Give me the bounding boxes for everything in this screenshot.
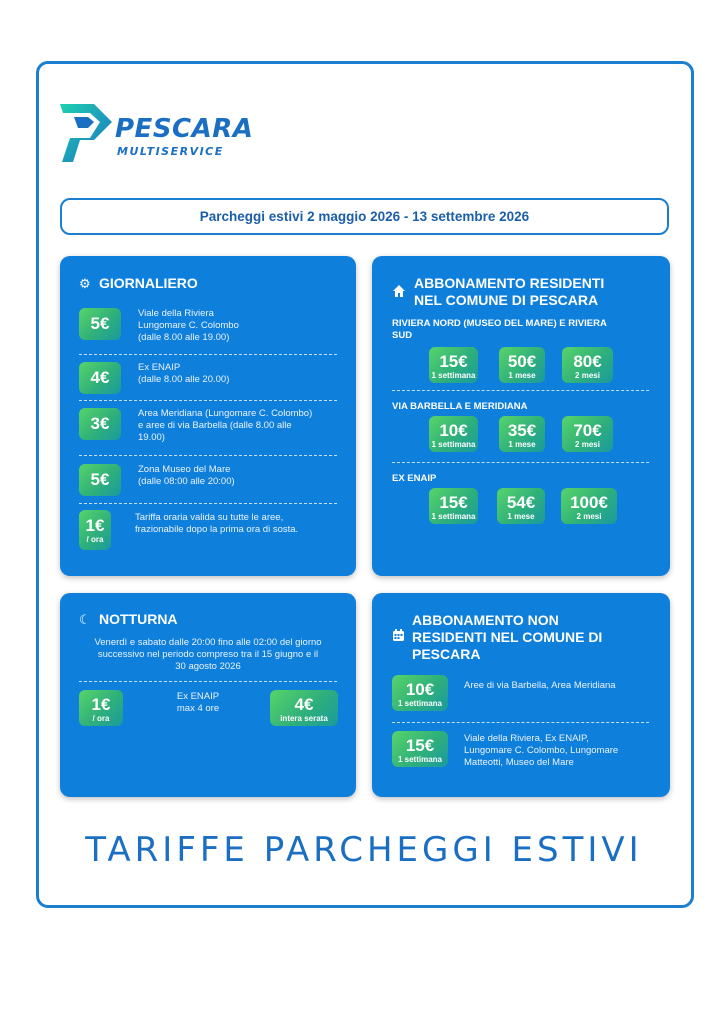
notturna-description: Venerdì e sabato dalle 20:00 fino alle 02:00 del giorno successivo nel periodo compreso tra il 15 giugno e il 30 agosto 2026 (94, 637, 322, 672)
divider (79, 455, 337, 456)
price-badge: 35€ 1 mese (499, 416, 545, 452)
price-badge: 15€ 1 settimana (392, 731, 448, 767)
divider (392, 722, 649, 723)
rate-description: Tariffa oraria valida su tutte le aree, frazionabile dopo la prima ora di sosta. (135, 512, 299, 535)
brand-name: PESCARA (115, 114, 254, 144)
card-non-residenti (372, 593, 670, 797)
divider (79, 503, 337, 504)
giornaliero-title: ⚙ GIORNALIERO (79, 275, 198, 291)
price-badge: 100€ 2 mesi (561, 488, 617, 524)
group-label: EX ENAIP (392, 473, 437, 484)
brand-subtitle: MULTISERVICE (117, 145, 224, 158)
calendar-icon (392, 629, 405, 642)
brand-logo (60, 100, 254, 166)
card-residenti (372, 256, 670, 576)
divider (79, 681, 337, 682)
period-banner: Parcheggi estivi 2 maggio 2026 - 13 settembre 2026 (60, 198, 669, 235)
price-badge: 10€ 1 settimana (429, 416, 478, 452)
price-badge: 3€ (79, 408, 121, 440)
rate-description: Aree di via Barbella, Area Meridiana (464, 680, 616, 691)
residenti-title: ABBONAMENTO RESIDENTI NEL COMUNE DI PESCARA (414, 275, 605, 308)
divider (392, 390, 649, 391)
price-badge: 80€ 2 mesi (562, 347, 613, 383)
price-badge: 5€ (79, 308, 121, 340)
price-badge: 54€ 1 mese (497, 488, 545, 524)
card-notturna (60, 593, 356, 797)
gear-icon: ⚙ (79, 276, 91, 291)
rate-description: Area Meridiana (Lungomare C. Colombo) e aree di via Barbella (dalle 8.00 alle 19.00) (138, 408, 313, 443)
group-label: VIA BARBELLA E MERIDIANA (392, 401, 528, 412)
price-badge-hourly: 1€ / ora (79, 690, 123, 726)
price-badge: 15€ 1 settimana (429, 488, 478, 524)
group-label: RIVIERA NORD (MUSEO DEL MARE) E RIVIERA SUD (392, 318, 607, 341)
rate-description: Ex ENAIP (dalle 8.00 alle 20.00) (138, 362, 230, 385)
price-badge: 15€ 1 settimana (429, 347, 478, 383)
price-badge: 5€ (79, 464, 121, 496)
home-icon (392, 284, 406, 298)
price-badge-hourly: 1€ / ora (79, 510, 111, 550)
divider (392, 462, 649, 463)
notturna-title: ☾ NOTTURNA (79, 611, 178, 627)
divider (79, 354, 337, 355)
price-badge: 4€ (79, 362, 121, 394)
moon-icon: ☾ (79, 612, 91, 627)
card-giornaliero (60, 256, 356, 576)
non-residenti-title: ABBONAMENTO NON RESIDENTI NEL COMUNE DI PESCARA (412, 612, 603, 662)
rate-description: Zona Museo del Mare (dalle 08:00 alle 20:00) (138, 464, 235, 487)
notturna-location: Ex ENAIP max 4 ore (176, 691, 220, 714)
divider (79, 400, 337, 401)
price-badge: 10€ 1 settimana (392, 675, 448, 711)
footer-title: TARIFFE PARCHEGGI ESTIVI (85, 830, 643, 870)
price-badge: 50€ 1 mese (499, 347, 545, 383)
brand-logo-mark (60, 100, 116, 166)
price-badge: 70€ 2 mesi (562, 416, 613, 452)
rate-description: Viale della Riviera, Ex ENAIP, Lungomare C. Colombo, Lungomare Matteotti, Museo del Mare (464, 733, 619, 768)
price-badge-evening: 4€ intera serata (270, 690, 338, 726)
rate-description: Viale della Riviera Lungomare C. Colombo (dalle 8.00 alle 19.00) (138, 308, 239, 343)
